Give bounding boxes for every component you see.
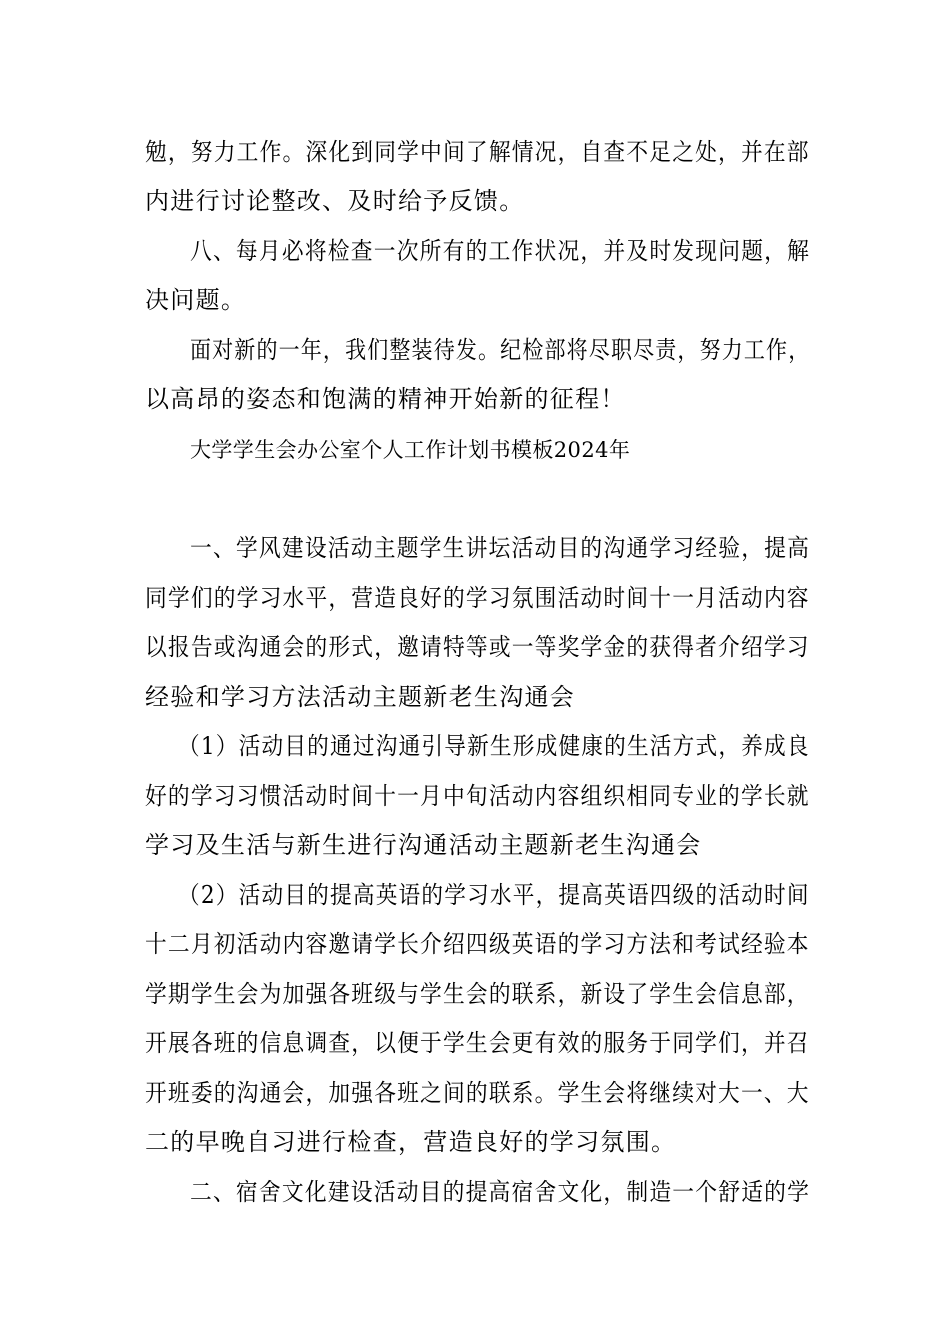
text-line: 开班委的沟通会，加强各班之间的联系。学生会将继续对大一、大 [145, 1079, 810, 1107]
text-line: 学期学生会为加强各班级与学生会的联系，新设了学生会信息部， [145, 980, 810, 1008]
text-line: 同学们的学习水平，营造良好的学习氛围活动时间十一月活动内容 [145, 584, 810, 612]
text-line: 勉，努力工作。深化到同学中间了解情况，自查不足之处，并在部 [145, 138, 810, 166]
text-line: 内进行讨论整改、及时给予反馈。 [145, 187, 525, 215]
text-line: 开展各班的信息调查，以便于学生会更有效的服务于同学们，并召 [145, 1029, 810, 1057]
paragraph-start-line: 八、每月必将检查一次所有的工作状况，并及时发现问题，解 [190, 237, 811, 265]
text-line: 二的早晚自习进行检查，营造良好的学习氛围。 [145, 1128, 677, 1156]
text-line: 学习及生活与新生进行沟通活动主题新老生沟通会 [145, 831, 702, 859]
paragraph-start-line: （1）活动目的通过沟通引导新生形成健康的生活方式，养成良 [178, 732, 810, 760]
paragraph-start-line: 二、宿舍文化建设活动目的提高宿舍文化，制造一个舒适的学 [190, 1178, 811, 1206]
text-line: 好的学习习惯活动时间十一月中旬活动内容组织相同专业的学长就 [145, 782, 810, 810]
text-line: 以报告或沟通会的形式，邀请特等或一等奖学金的获得者介绍学习 [145, 633, 810, 661]
paragraph-start-line: （2）活动目的提高英语的学习水平，提高英语四级的活动时间 [178, 881, 810, 909]
section-title: 大学学生会办公室个人工作计划书模板2024年 [190, 438, 631, 462]
text-line: 经验和学习方法活动主题新老生沟通会 [145, 683, 576, 711]
text-line: 十二月初活动内容邀请学长介绍四级英语的学习方法和考试经验本 [145, 930, 810, 958]
paragraph-start-line: 面对新的一年，我们整装待发。纪检部将尽职尽责，努力工作， [190, 336, 811, 364]
text-line: 决问题。 [145, 286, 247, 314]
text-line: 以高昂的姿态和饱满的精神开始新的征程！ [145, 385, 626, 413]
paragraph-start-line: 一、学风建设活动主题学生讲坛活动目的沟通学习经验，提高 [190, 534, 811, 562]
